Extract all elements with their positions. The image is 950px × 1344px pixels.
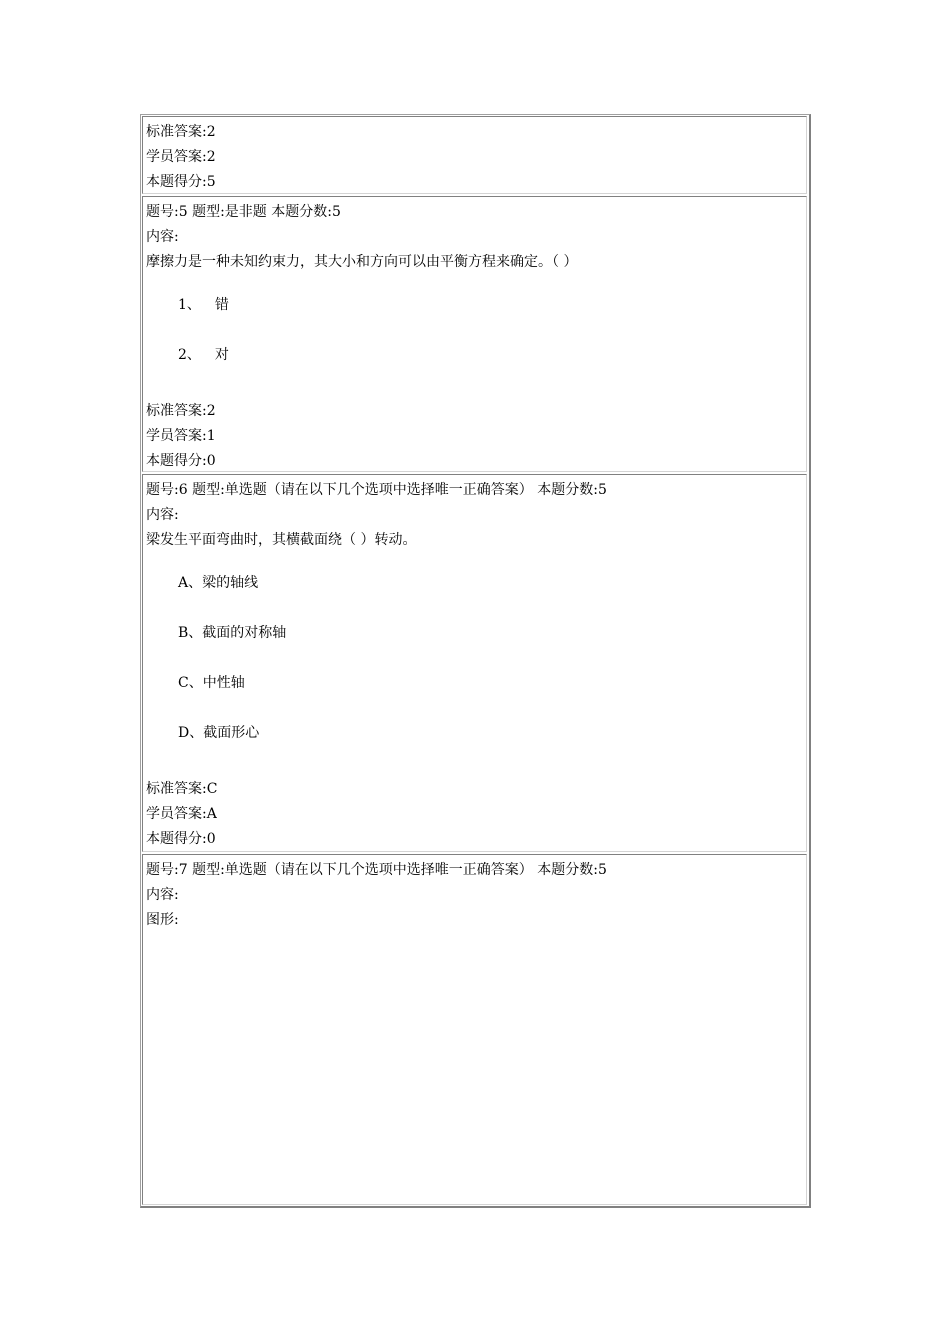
content-label: 内容: bbox=[146, 507, 179, 523]
question-7-cell bbox=[142, 854, 807, 1205]
question-stem: 梁发生平面弯曲时，其横截面绕（ ）转动。 bbox=[146, 532, 417, 548]
question-score: 本题得分:0 bbox=[146, 831, 216, 847]
option-c: C、中性轴 bbox=[178, 675, 245, 691]
student-answer: 学员答案:2 bbox=[146, 149, 216, 165]
question-6-cell bbox=[142, 474, 807, 852]
student-answer: 学员答案:A bbox=[146, 806, 217, 822]
option-b: B、截面的对称轴 bbox=[178, 625, 287, 641]
standard-answer: 标准答案:2 bbox=[146, 124, 216, 140]
option-d: D、截面形心 bbox=[178, 725, 260, 741]
option-2 bbox=[178, 346, 229, 364]
question-header: 题号:6 题型:单选题（请在以下几个选项中选择唯一正确答案） 本题分数:5 bbox=[146, 482, 607, 498]
option-text: 对 bbox=[214, 347, 229, 363]
question-header: 题号:7 题型:单选题（请在以下几个选项中选择唯一正确答案） 本题分数:5 bbox=[146, 862, 607, 878]
student-answer: 学员答案:1 bbox=[146, 428, 216, 444]
content-label: 内容: bbox=[146, 887, 179, 903]
standard-answer: 标准答案:2 bbox=[146, 403, 216, 419]
figure-label: 图形: bbox=[146, 912, 179, 928]
option-text: 错 bbox=[214, 297, 229, 313]
option-a: A、梁的轴线 bbox=[178, 575, 259, 591]
option-number: 1、 bbox=[178, 297, 201, 313]
standard-answer: 标准答案:C bbox=[146, 781, 218, 797]
exam-result-table bbox=[140, 114, 811, 1208]
question-score: 本题得分:5 bbox=[146, 174, 216, 190]
content-label: 内容: bbox=[146, 229, 179, 245]
question-score: 本题得分:0 bbox=[146, 453, 216, 469]
option-1 bbox=[178, 296, 229, 314]
option-number: 2、 bbox=[178, 347, 201, 363]
question-4-tail-cell bbox=[142, 116, 807, 194]
question-stem: 摩擦力是一种未知约束力，其大小和方向可以由平衡方程来确定。（ ） bbox=[146, 254, 578, 270]
question-5-cell bbox=[142, 196, 807, 472]
question-header: 题号:5 题型:是非题 本题分数:5 bbox=[146, 204, 341, 220]
